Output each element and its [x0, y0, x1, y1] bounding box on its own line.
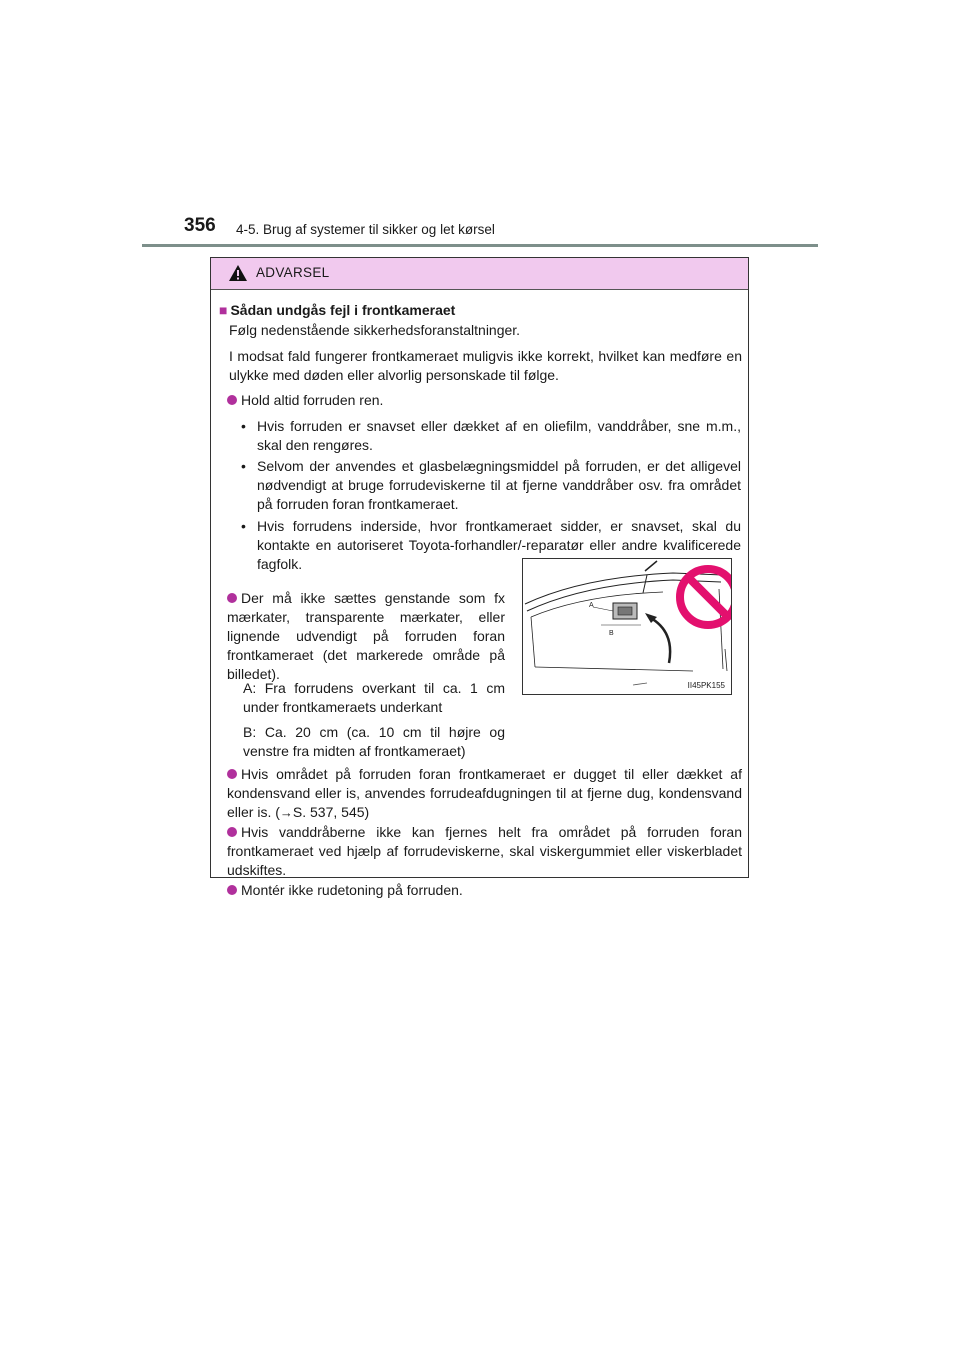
page-number: 356 [184, 215, 216, 236]
list-item-4 [227, 823, 742, 880]
arrow-right-icon: → [279, 805, 293, 820]
windshield-illustration [523, 559, 731, 694]
sub-bullet-icon: • [241, 458, 246, 474]
figure-label-b: B [609, 630, 614, 637]
item4-text: Hvis vanddråberne ikke kan fjernes helt fra området på forruden foran frontkameraet ved hjælp af forrudeviskerne, skal viskergummiet eller viskerbladet udskiftes. [227, 824, 742, 878]
figure-id: II45PK155 [687, 681, 725, 690]
page-header [0, 0, 960, 250]
dot-bullet-icon [227, 395, 237, 405]
dot-bullet-icon [227, 827, 237, 837]
item2-text: Der må ikke sættes genstande som fx mærkater, transparente mærkater, eller lignende udvendigt på forruden foran frontkameraet (det markerede område på billedet). [227, 590, 505, 682]
list-item-2 [227, 589, 505, 684]
chapter-title: 4-5. Brug af systemer til sikker og let kørsel [236, 222, 495, 237]
warning-triangle-icon [228, 264, 248, 282]
square-bullet-icon: ■ [219, 302, 228, 318]
item2-note-a: A: Fra forrudens overkant til ca. 1 cm under frontkameraets underkant [243, 680, 505, 715]
windshield-figure [522, 558, 732, 695]
item2-note-b: B: Ca. 20 cm (ca. 10 cm til højre og venstre fra midten af frontkameraet) [243, 724, 505, 759]
list-item-1 [227, 391, 742, 410]
warning-header [211, 258, 748, 290]
section-heading: Sådan undgås fejl i frontkameraet [230, 302, 456, 318]
sub-bullet-icon: • [241, 518, 246, 534]
intro-text-2: I modsat fald fungerer frontkameraet muligvis ikke korrekt, hvilket kan medføre en ulykke med døden eller alvorlig personskade til følge. [229, 348, 742, 383]
dot-bullet-icon [227, 885, 237, 895]
sub3-text: Hvis forrudens inderside, hvor frontkameraet sidder, er snavset, skal du kontakte en autoriseret Toyota-forhandler/-reparatør eller andre kvalificerede fagfolk. [257, 518, 741, 572]
item5-text: Montér ikke rudetoning på forruden. [241, 882, 463, 898]
dot-bullet-icon [227, 593, 237, 603]
warning-title: ADVARSEL [256, 265, 330, 280]
list-item-5 [227, 881, 742, 900]
sub2-text: Selvom der anvendes et glasbelægningsmiddel på forruden, er det alligevel nødvendigt at bruge forrudeviskerne til at fjerne vanddråber osv. fra området på forruden foran frontkameraet. [257, 458, 741, 512]
item3-text-pre: Hvis området på forruden foran frontkameraet er dugget til eller dækket af kondensvand eller is, anvendes forrudeafdugningen til at fjerne dug, kondensvand eller is. ( [227, 766, 742, 820]
item3-text-post: S. 537, 545) [292, 804, 370, 820]
item1-text: Hold altid forruden ren. [241, 392, 384, 408]
sub1-text: Hvis forruden er snavset eller dækket af en oliefilm, vanddråber, sne m.m., skal den rengøres. [257, 418, 741, 453]
list-item-3 [227, 765, 742, 822]
intro-text-1: Følg nedenstående sikkerhedsforanstaltninger. [229, 322, 521, 338]
sub-bullet-icon: • [241, 418, 246, 434]
figure-label-a: A [589, 602, 594, 609]
header-divider [142, 244, 818, 247]
dot-bullet-icon [227, 769, 237, 779]
section-heading-row [219, 301, 739, 320]
